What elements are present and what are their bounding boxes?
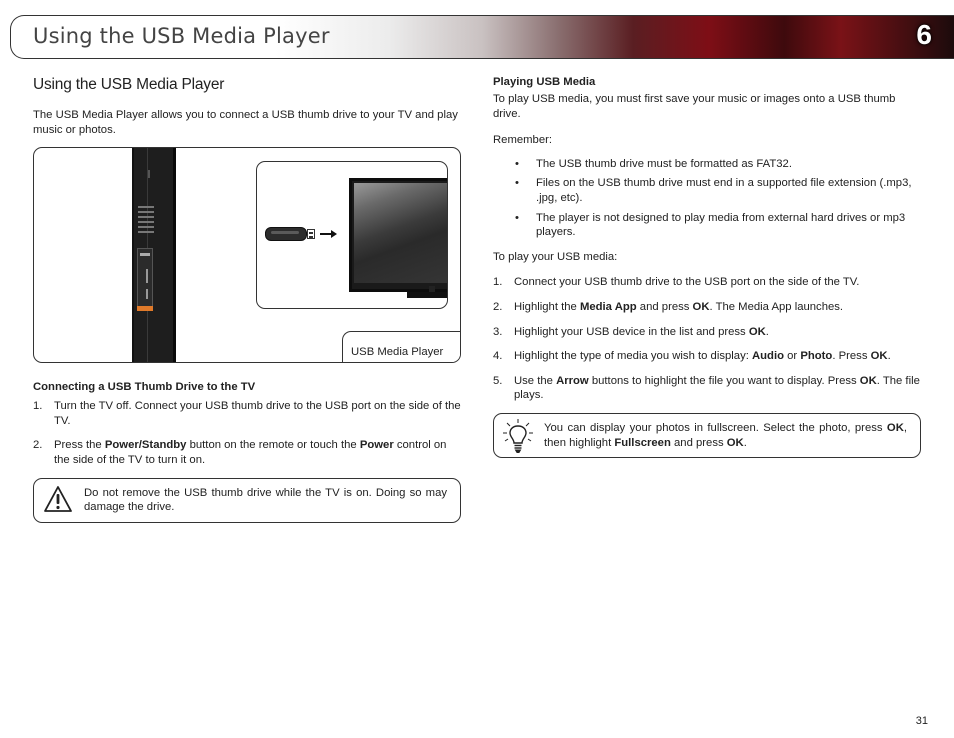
usb-thumb-drive-icon xyxy=(265,227,307,241)
step-text: Highlight the Media App and press OK. The Media App launches. xyxy=(514,300,844,313)
bullet-text: Files on the USB thumb drive must end in a supported file extension (.mp3, .jpg, etc). xyxy=(536,177,912,204)
tv-side-panel-illustration xyxy=(132,148,176,363)
bullet-icon: • xyxy=(515,177,519,190)
to-play-label: To play your USB media: xyxy=(493,250,618,263)
step-text: Highlight your USB device in the list and press OK. xyxy=(514,325,769,338)
page-number: 31 xyxy=(915,715,928,727)
play-step-3 xyxy=(493,325,921,340)
playing-intro: To play USB media, you must first save your music or images onto a USB thumb drive. xyxy=(493,93,896,120)
tv-side-ports xyxy=(138,206,154,240)
play-step-5 xyxy=(493,374,921,403)
tv-screen-icon xyxy=(349,178,448,292)
remember-item-1 xyxy=(493,157,921,172)
step-text: Use the Arrow buttons to highlight the file you want to display. Press OK. The file plays. xyxy=(514,374,920,402)
tip-note xyxy=(493,413,921,458)
step-text: Highlight the type of media you wish to display: Audio or Photo. Press OK. xyxy=(514,350,891,363)
step-number: 2. xyxy=(33,439,43,452)
step-number: 5. xyxy=(493,374,503,387)
step-text: Turn the TV off. Connect your USB thumb drive to the USB port on the side of the TV. xyxy=(54,400,461,427)
usb-inset-illustration xyxy=(256,161,448,309)
warning-note xyxy=(33,478,461,523)
connect-step-1 xyxy=(33,399,461,428)
bullet-text: The USB thumb drive must be formatted as FAT32. xyxy=(536,157,792,170)
usb-connector-icon xyxy=(307,229,315,239)
play-step-2 xyxy=(493,300,921,315)
remember-list xyxy=(493,157,921,240)
warning-text: Do not remove the USB thumb drive while the TV is on. Doing so may damage the drive. xyxy=(84,486,447,514)
usb-figure xyxy=(33,147,461,363)
tv-power-control xyxy=(137,306,153,311)
tip-text: You can display your photos in fullscreen. Select the photo, press OK, then highlight Fullscreen and press OK. xyxy=(544,421,907,449)
left-column xyxy=(33,76,461,523)
remember-item-2 xyxy=(493,176,921,205)
remember-item-3 xyxy=(493,211,921,240)
step-number: 4. xyxy=(493,350,503,363)
step-text: Press the Power/Standby button on the remote or touch the Power control on the side of the TV to turn it on. xyxy=(54,439,447,466)
figure-caption-box xyxy=(342,331,461,363)
chapter-title: Using the USB Media Player xyxy=(33,24,330,48)
remember-label: Remember: xyxy=(493,134,553,147)
lightbulb-icon xyxy=(502,418,534,459)
warning-triangle-icon xyxy=(43,485,73,518)
playing-heading: Playing USB Media xyxy=(493,76,596,88)
connect-step-2 xyxy=(33,438,461,467)
bullet-text: The player is not designed to play media from external hard drives or mp3 players. xyxy=(536,211,906,239)
tv-usb-port xyxy=(137,248,153,308)
intro-paragraph: The USB Media Player allows you to connect a USB thumb drive to your TV and play music or photos. xyxy=(33,109,458,136)
section-title: Using the USB Media Player xyxy=(33,76,225,93)
tv-stand-icon xyxy=(407,292,448,298)
play-steps xyxy=(493,275,921,403)
step-text: Connect your USB thumb drive to the USB port on the side of the TV. xyxy=(514,276,860,289)
play-step-1 xyxy=(493,275,921,290)
play-step-4 xyxy=(493,349,921,364)
step-number: 1. xyxy=(493,276,503,289)
bullet-icon: • xyxy=(515,211,519,224)
chapter-number: 6 xyxy=(916,19,932,50)
step-number: 3. xyxy=(493,325,503,338)
step-number: 1. xyxy=(33,400,43,413)
bullet-icon: • xyxy=(515,157,519,170)
connect-heading: Connecting a USB Thumb Drive to the TV xyxy=(33,381,256,394)
chapter-banner xyxy=(10,15,954,59)
connect-steps xyxy=(33,399,461,467)
right-column xyxy=(493,76,921,458)
step-number: 2. xyxy=(493,300,503,313)
figure-caption: USB Media Player xyxy=(351,346,444,359)
